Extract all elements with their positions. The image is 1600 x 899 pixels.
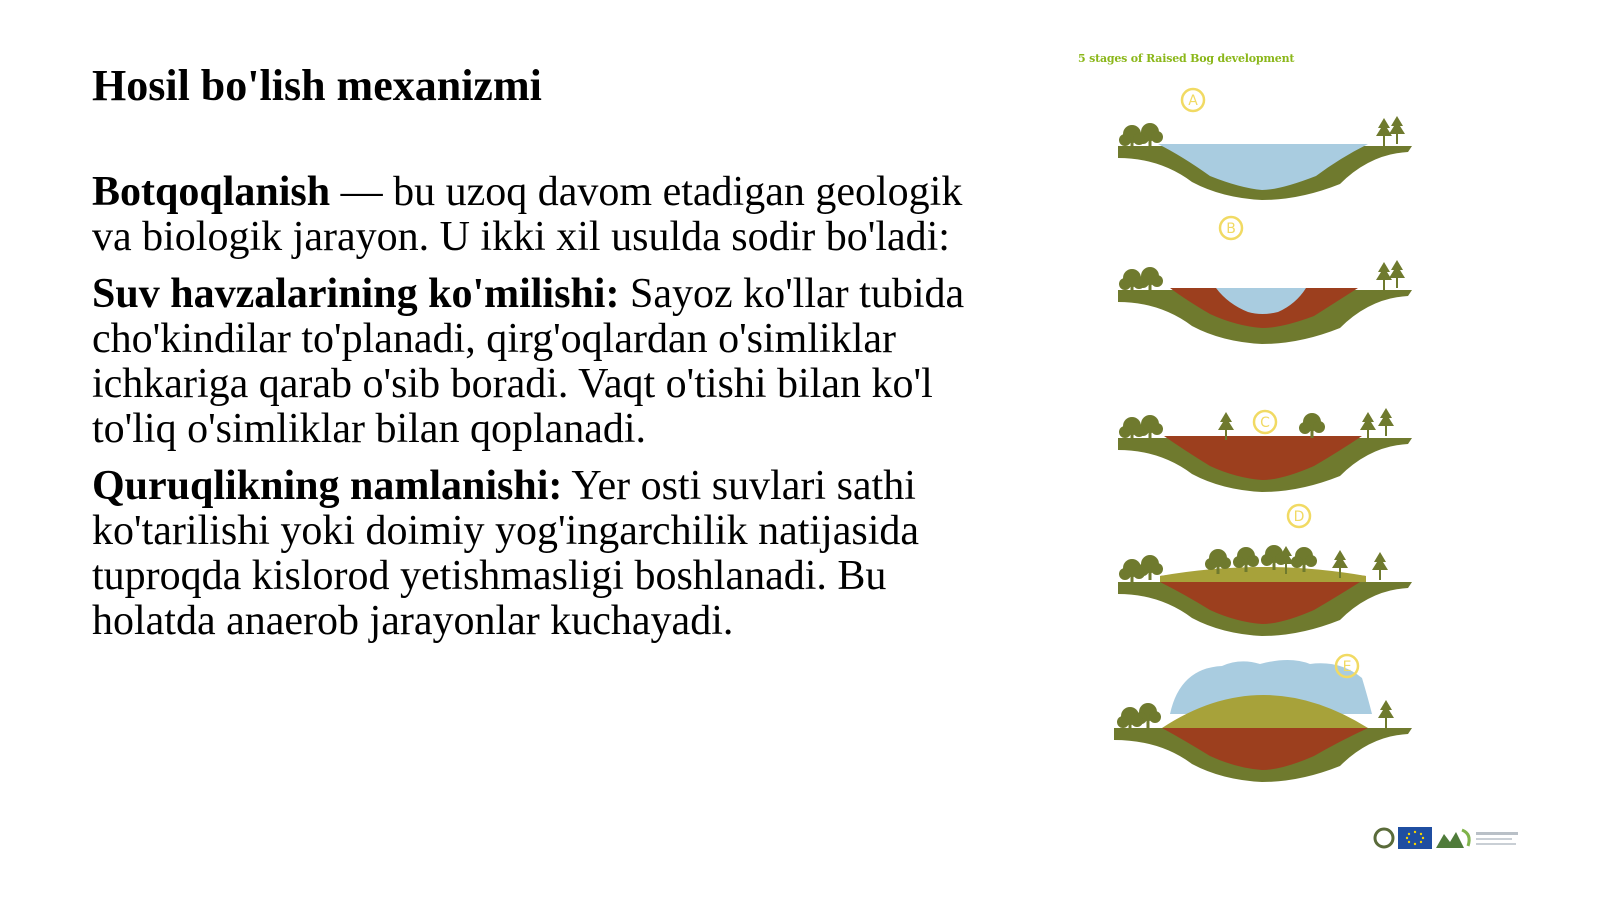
project-logo [1375,829,1393,847]
stage-label-d: D [1293,509,1305,525]
bog-development-figure [1050,48,1450,808]
paragraph-paludification [92,464,972,644]
figure-title: 5 stages of Raised Bog development [1078,52,1295,65]
stage-label-c: C [1260,415,1270,431]
paragraph-text: Yer osti suvlari sathi ko'tarilishi yoki doimiy yog'ingarchilik natijasida tuproqda kislorod yetishmasligi boshlanadi. Bu holatda anaerob jarayonlar kuchayadi. [92,463,920,644]
stage-b [1118,217,1412,344]
slide-title: Hosil bo'lish mexanizmi [92,61,542,110]
paragraph-text: — bu uzoq davom etadigan geologik va biologik jarayon. U ikki xil usulda sodir bo'ladi: [92,169,963,260]
paragraph-infilling [92,272,972,452]
slide-body [92,170,972,656]
stage-c [1118,408,1412,492]
eu-flag-logo [1398,827,1432,849]
stage-a [1118,89,1412,200]
paragraph-lead: Suv havzalarining ko'milishi: [92,271,620,317]
bog-stage-illustration [1050,48,1450,808]
paragraph-text: Sayoz ko'llar tubida cho'kindilar to'planadi, qirg'oqlardan o'simliklar ichkariga qarab o'sib boradi. Vaqt o'tishi bilan ko'l to'liq o'simliklar bilan qoplanadi. [92,271,965,452]
paragraph-definition [92,170,972,260]
stage-label-e: E [1342,659,1352,675]
sponsor-logos [1372,824,1522,852]
stage-d [1118,505,1412,636]
paragraph-lead: Botqoqlanish [92,169,331,215]
stage-label-a: A [1188,93,1198,109]
stage-label-b: B [1226,221,1236,237]
stage-e [1114,655,1412,782]
paragraph-lead: Quruqlikning namlanishi: [92,463,563,509]
